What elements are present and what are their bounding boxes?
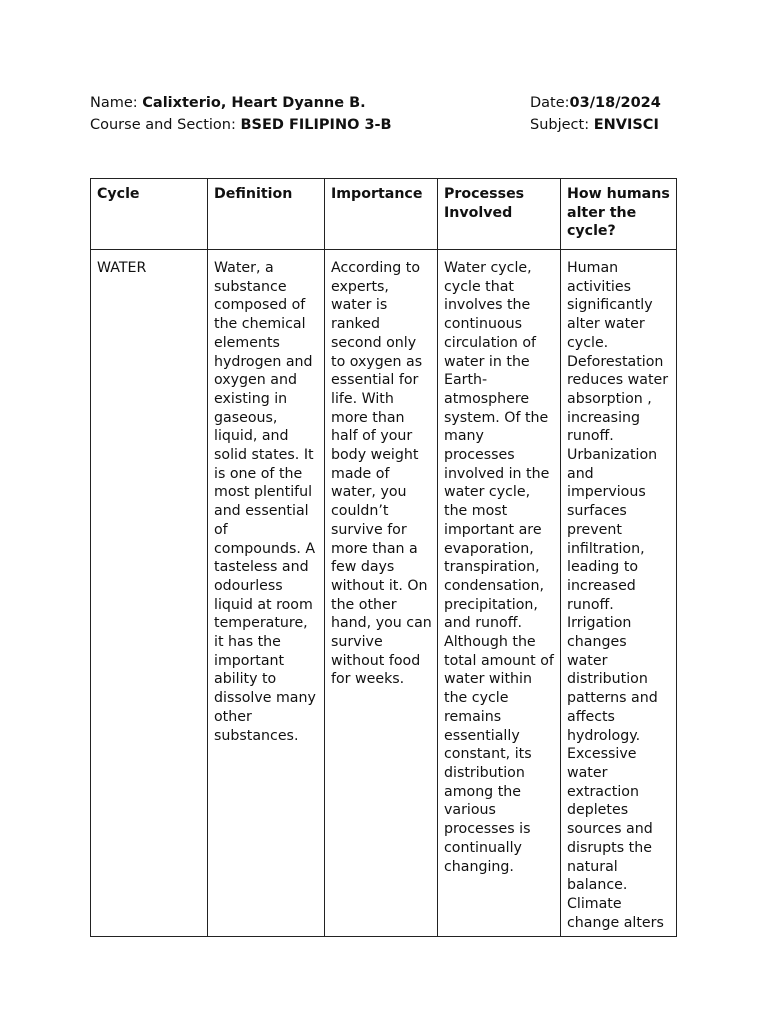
header-definition: Definition: [208, 179, 325, 250]
subject-value: ENVISCI: [593, 117, 659, 133]
name-line: [90, 92, 366, 114]
cell-processes: Water cycle, cycle that involves the continuous circulation of water in the Earth-atmosphere system. Of the many processes involved in the water cycle, the most important are evaporation, transpiration, condensation, precipitation, and runoff. Although the total amount of water within the cycle remains essentially constant, its distribution among the various processes is continually changing.: [438, 250, 561, 937]
document-header: [90, 92, 660, 136]
header-humans: How humans alter the cycle?: [561, 179, 677, 250]
course-label: Course and Section:: [90, 117, 241, 133]
cell-definition: Water, a substance composed of the chemical elements hydrogen and oxygen and existing in gaseous, liquid, and solid states. It is one of the most plentiful and essential of compounds. A tasteless and odourless liquid at room temperature, it has the important ability to dissolve many other substances.: [208, 250, 325, 937]
date-label: Date:: [530, 95, 570, 111]
name-value: Calixterio, Heart Dyanne B.: [142, 95, 366, 111]
table-header-row: [91, 179, 677, 250]
header-importance: Importance: [325, 179, 438, 250]
cell-importance: According to experts, water is ranked second only to oxygen as essential for life. With more than half of your body weight made of water, you couldn’t survive for more than a few days without it. On the other hand, you can survive without food for weeks.: [325, 250, 438, 937]
header-cycle: Cycle: [91, 179, 208, 250]
subject-line: [530, 114, 660, 136]
name-label: Name:: [90, 95, 143, 111]
cell-cycle: WATER: [91, 250, 208, 937]
subject-label: Subject:: [530, 117, 594, 133]
header-row-2: [90, 114, 660, 136]
date-line: [530, 92, 660, 114]
course-value: BSED FILIPINO 3-B: [240, 117, 392, 133]
date-value: 03/18/2024: [569, 95, 661, 111]
header-processes: Processes Involved: [438, 179, 561, 250]
cycle-table: [90, 178, 677, 937]
table-row: [91, 250, 677, 937]
header-row-1: [90, 92, 660, 114]
course-line: [90, 114, 392, 136]
cell-humans: Human activities significantly alter water cycle. Deforestation reduces water absorption , increasing runoff. Urbanization and impervious surfaces prevent infiltration, leading to increased runoff. Irrigation changes water distribution patterns and affects hydrology. Excessive water extraction depletes sources and disrupts the natural balance. Climate change alters: [561, 250, 677, 937]
